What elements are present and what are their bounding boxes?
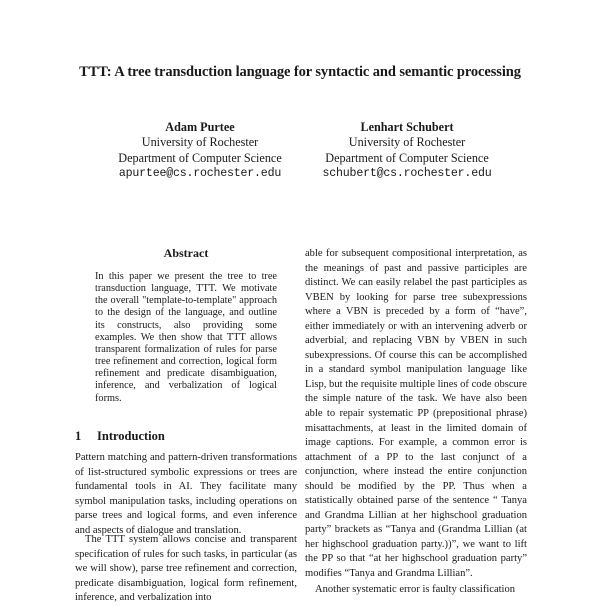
right-column-paragraph-1: able for subsequent compositional interpretation, as the meanings of past and passive participles are distinct. We can easily relabel the past participles as VBEN by looking for parse tree subexpressions where a VBN is preceded by a form of “have”, either immediately or with an intervening adverb or adverbial, and replacing VBN by VBEN in such subexpressions. Of course this can be accomplished in a standard symbol manipulation language like Lisp, but the requisite multiple lines of code obscure the simple nature of the task. We have also been able to repair systematic PP (prepositional phrase) misattachments, at least in the limited domain of image captions. For example, a common error is attachment of a PP to the last conjunct of a conjunction, where instead the entire conjunction should be modified by the PP. Thus when a statistically obtained parse of the sentence “ Tanya and Grandma Lillian at her highschool graduation party” brackets as “Tanya and (Grandma Lillian (at her highschool graduation party.))”, we want to lift the PP so that “at her highschool graduation party” modifies “Tanya and Grandma Lillian”. — [305, 248, 527, 580]
author-block-1 — [100, 120, 300, 182]
section-title: Introduction — [97, 429, 165, 443]
author-affiliation: University of Rochester — [348, 135, 466, 150]
author-email: schubert@cs.rochester.edu — [322, 167, 492, 181]
author-affiliation: University of Rochester — [141, 135, 259, 150]
author-name: Lenhart Schubert — [360, 120, 454, 134]
right-column-paragraph-2: Another systematic error is faulty classification — [315, 584, 516, 595]
section-heading-introduction — [75, 429, 295, 444]
paper-title: TTT: A tree transduction language for syntactic and semantic processing — [79, 64, 521, 80]
intro-paragraph-2: The TTT system allows concise and transparent specification of rules for such tasks, in particular (as we will show), parse tree refinement and correction, predicate disambiguation, logical form refinement, inference, and verbalization into — [75, 534, 297, 604]
abstract-heading: Abstract — [163, 246, 209, 260]
author-block-2 — [307, 120, 507, 182]
section-number: 1 — [75, 429, 82, 443]
author-email: apurtee@cs.rochester.edu — [118, 167, 282, 181]
intro-paragraph-1: Pattern matching and pattern-driven transformations of list-structured symbolic expressions or trees are fundamental tools in AI. They facilitate many symbol manipulation tasks, including operations on parse trees and logical forms, and even inference and aspects of dialogue and translation. — [75, 452, 297, 536]
author-department: Department of Computer Science — [118, 150, 282, 165]
author-name: Adam Purtee — [165, 120, 235, 134]
abstract-text: In this paper we present the tree to tree transduction language, TTT. We motivate the overall "template-to-template" approach to the design of the language, and outline its constructs, also providing some examples. We then show that TTT allows transparent formalization of rules for parse tree refinement and correction, logical form refinement and predicate disambiguation, inference, and verbalization of logical forms. — [95, 271, 277, 404]
author-department: Department of Computer Science — [325, 150, 489, 165]
